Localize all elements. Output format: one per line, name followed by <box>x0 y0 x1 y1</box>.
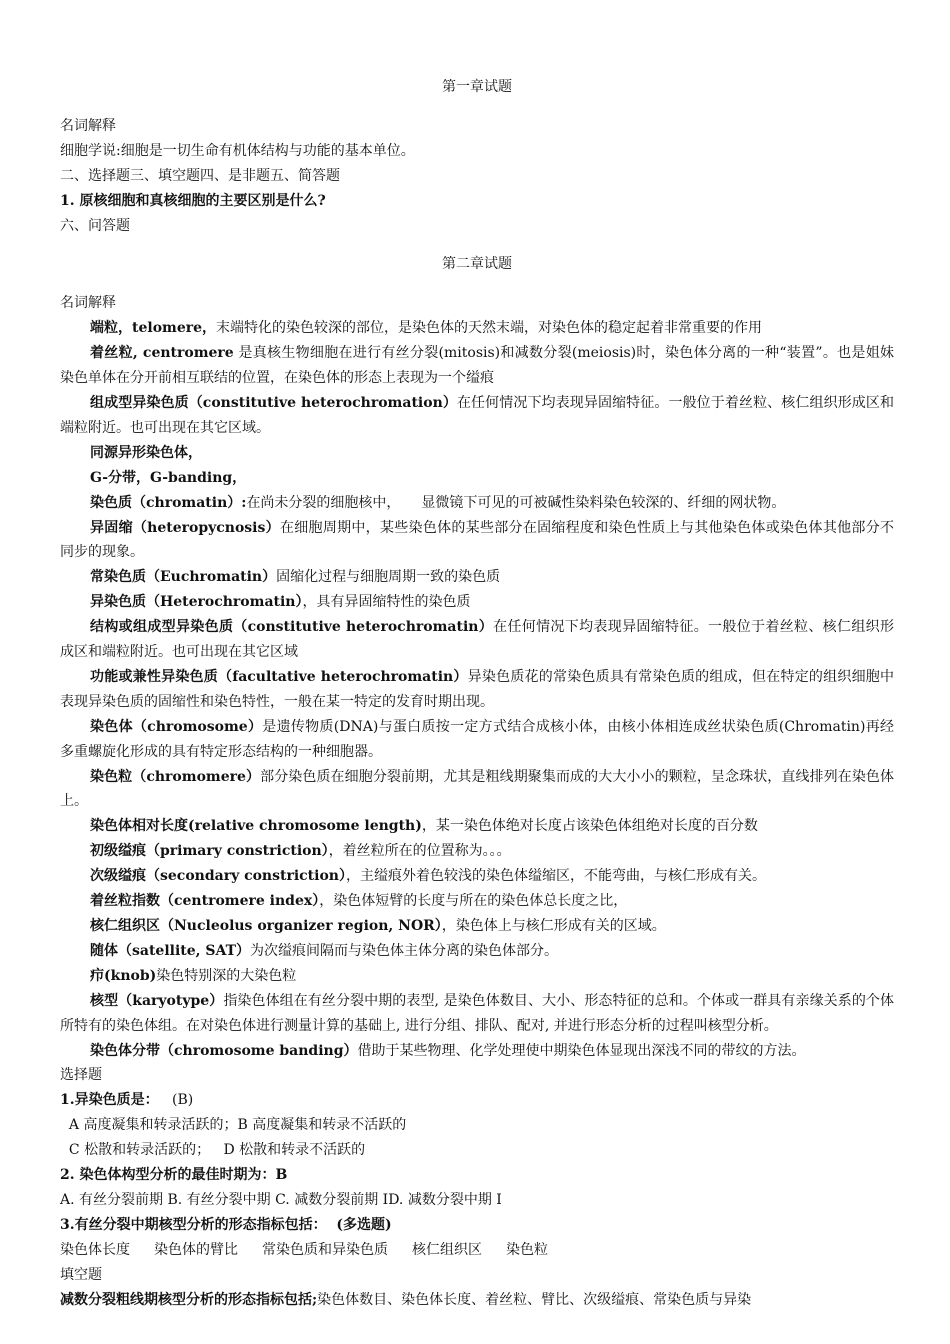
term-definition: ，某一染色体绝对长度占该染色体组绝对长度的百分数 <box>421 818 758 835</box>
term-definition: ，具有异固缩特性的染色质 <box>302 594 471 611</box>
term-definition: 在细胞周期中，某些染色体的某些部分在固缩程度和染色性质上与其他染色体或染色体其他部分不同步的现象。 <box>60 519 894 561</box>
term-name: 染色质（chromatin）: <box>90 494 247 511</box>
chapter2-terms-heading: 名词解释 <box>60 295 116 312</box>
term-name: 次级缢痕（secondary constriction） <box>90 868 346 885</box>
choice-question-2 <box>60 1163 894 1188</box>
option-c: C 松散和转录活跃的； <box>68 1142 211 1159</box>
term-definition: 指染色体组在有丝分裂中期的表型, 是染色体数目、大小、形态特征的总和。个体或一群具有亲缘关系的个体所特有的染色体组。在对染色体进行测量计算的基础上, 进行分组、排队、配对, 并进行形态分析的过程叫核型分析。 <box>60 992 894 1034</box>
term-entry <box>60 590 894 615</box>
option-item: 染色粒 <box>506 1241 548 1258</box>
term-name: 染色体（chromosome） <box>90 718 263 735</box>
term-entry <box>60 989 894 1039</box>
fill-heading: 填空题 <box>60 1266 102 1283</box>
chapter1-other-sections: 二、选择题三、填空题四、是非题五、简答题 <box>60 167 340 184</box>
choice-question-3-options <box>60 1238 894 1263</box>
term-name: 端粒，telomere， <box>90 320 217 337</box>
term-definition-list <box>60 316 894 1063</box>
term-entry <box>60 516 894 566</box>
term-definition: 异染色质花的常染色质具有常染色质的组成，但在特定的组织细胞中表现异染色质的固缩性和染色特性，一般在某一特定的发育时期出现。 <box>60 668 895 710</box>
term-name: 核仁组织区（Nucleolus organizer region, NOR） <box>90 918 442 934</box>
option-item: 染色体长度 <box>60 1241 130 1258</box>
term-entry <box>60 814 894 839</box>
question-stem: 3.有丝分裂中期核型分析的形态指标包括： <box>60 1216 327 1233</box>
term-name: 常染色质（Euchromatin） <box>90 569 277 586</box>
term-name: 功能或兼性异染色质（facultative heterochromatin） <box>90 668 468 685</box>
term-entry <box>60 964 894 989</box>
question-stem: 2. 染色体构型分析的最佳时期为： <box>60 1167 276 1184</box>
term-entry <box>60 715 894 765</box>
term-definition: ，主缢痕外着色较浅的染色体缢缩区，不能弯曲，与核仁形成有关。 <box>346 868 766 885</box>
term-definition: 在任何情况下均表现异固缩特征。一般位于着丝粒、核仁组织形成区和端粒附近。也可出现在其它区域。 <box>60 394 894 436</box>
term-entry <box>60 864 894 889</box>
choice-question-1-options-ab <box>60 1113 894 1138</box>
chapter2-title: 第二章试题 <box>442 256 512 273</box>
term-name: 随体（satellite, SAT） <box>90 942 251 959</box>
fill-question-1 <box>60 1288 894 1313</box>
term-entry <box>60 1039 894 1064</box>
term-definition: ，染色体上与核仁形成有关的区域。 <box>441 918 666 934</box>
term-name: 异固缩（heteropycnosis） <box>90 519 280 536</box>
term-definition: 在任何情况下均表现异固缩特征。一般位于着丝粒、核仁组织形成区和端粒附近。也可出现在其它区域 <box>60 619 894 661</box>
term-entry <box>60 839 894 864</box>
term-definition: 染色特别深的大染色粒 <box>156 967 297 984</box>
term-definition: ，染色体短臂的长度与所在的染色体总长度之比， <box>319 893 628 910</box>
term-definition: 固缩化过程与细胞周期一致的染色质 <box>276 569 501 586</box>
term-entry <box>60 615 894 665</box>
chapter1-title: 第一章试题 <box>442 79 512 95</box>
term-definition: ，着丝粒所在的位置称为。。。 <box>328 843 511 860</box>
term-definition: 是遗传物质(DNA)与蛋白质按一定方式结合成核小体，由核小体相连成丝状染色质(Chromatin)再经多重螺旋化形成的具有特定形态结构的一种细胞器。 <box>60 718 894 760</box>
choice-question-1 <box>60 1088 894 1113</box>
choice-question-3 <box>60 1213 894 1238</box>
question-stem: 1.异染色质是： <box>60 1092 159 1109</box>
option-item: 常染色质和异染色质 <box>262 1241 388 1258</box>
term-name: 初级缢痕（primary constriction） <box>90 843 329 860</box>
term-name: 核型（karyotype） <box>90 992 224 1009</box>
option-a: A 高度凝集和转录活跃的； <box>68 1117 238 1134</box>
term-entry <box>60 341 894 391</box>
chapter1-essay-heading: 六、问答题 <box>60 217 130 234</box>
question-answer: (B) <box>171 1092 194 1109</box>
option-item: 核仁组织区 <box>412 1241 482 1258</box>
choice-question-2-options: A. 有丝分裂前期 B. 有丝分裂中期 C. 减数分裂前期 ID. 减数分裂中期 I <box>60 1191 502 1208</box>
question-stem: 减数分裂粗线期核型分析的形态指标包括; <box>60 1291 318 1308</box>
term-entry <box>60 491 894 516</box>
chapter1-question-1: 1. 原核细胞和真核细胞的主要区别是什么? <box>60 192 326 209</box>
term-name: 组成型异染色质（constitutive heterochromation） <box>90 394 457 411</box>
term-name: 染色体分带（chromosome banding） <box>90 1042 358 1059</box>
term-definition: 末端特化的染色较深的部位，是染色体的天然末端，对染色体的稳定起着非常重要的作用 <box>216 320 763 337</box>
term-entry <box>60 914 894 939</box>
term-entry <box>60 441 894 466</box>
question-note: (多选题) <box>336 1216 392 1233</box>
term-entry <box>60 565 894 590</box>
option-item: 染色体的臂比 <box>154 1241 238 1258</box>
term-name: 着丝粒指数（centromere index） <box>90 893 320 910</box>
term-entry <box>60 316 894 341</box>
term-entry <box>60 665 894 715</box>
term-name: 着丝粒, centromere <box>90 345 234 362</box>
question-text: 染色体数目、染色体长度、着丝粒、臂比、次级缢痕、常染色质与异染 <box>317 1291 752 1308</box>
choice-heading: 选择题 <box>60 1067 102 1084</box>
term-name: 染色粒（chromomere） <box>90 768 261 785</box>
term-definition: 部分染色质在细胞分裂前期，尤其是粗线期聚集而成的大大小小的颗粒，呈念珠状，直线排列在染色体上。 <box>60 768 894 810</box>
term-entry <box>60 466 894 491</box>
cell-theory-definition: 细胞学说:细胞是一切生命有机体结构与功能的基本单位。 <box>60 142 415 159</box>
term-entry <box>60 889 894 914</box>
term-name: 异染色质（Heterochromatin） <box>90 594 303 611</box>
term-name: 同源异形染色体， <box>90 444 202 461</box>
term-name: 染色体相对长度(relative chromosome length) <box>90 818 422 835</box>
term-entry <box>60 765 894 815</box>
term-entry <box>60 391 894 441</box>
term-definition: 是真核生物细胞在进行有丝分裂(mitosis)和减数分裂(meiosis)时，染色体分离的一种“装置”。也是姐妹染色单体在分开前相互联结的位置，在染色体的形态上表现为一个缢痕 <box>60 345 895 387</box>
term-definition: 为次缢痕间隔而与染色体主体分离的染色体部分。 <box>250 942 559 959</box>
option-d: D 松散和转录不活跃的 <box>223 1142 366 1159</box>
choice-question-1-options-cd <box>60 1138 894 1163</box>
term-name: 结构或组成型异染色质（constitutive heterochromatin） <box>90 619 494 636</box>
option-b: B 高度凝集和转录不活跃的 <box>237 1117 407 1134</box>
term-entry <box>60 939 894 964</box>
question-answer: B <box>275 1167 288 1184</box>
term-definition: 借助于某些物理、化学处理使中期染色体显现出深浅不同的带纹的方法。 <box>357 1042 806 1059</box>
chapter1-terms-heading: 名词解释 <box>60 117 116 134</box>
term-name: G-分带，G-banding， <box>90 469 247 486</box>
term-definition: 在尚未分裂的细胞核中， 显微镜下可见的可被碱性染料染色较深的、纤细的网状物。 <box>246 494 786 511</box>
term-name: 疖(knob) <box>90 967 157 984</box>
